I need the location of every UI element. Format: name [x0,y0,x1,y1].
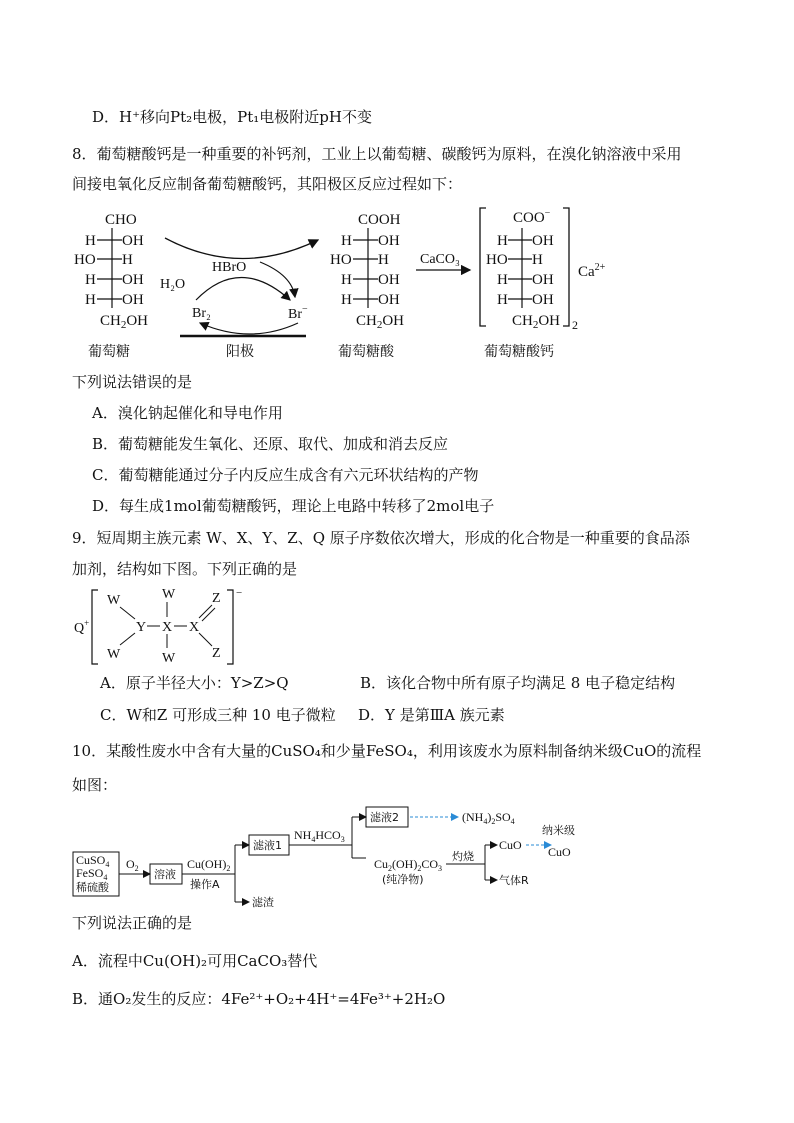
svg-text:CH2OH: $CH_2OH$ [356,313,405,331]
flow-filtrate2: 滤液2 [370,811,399,824]
q8-option-b: B．葡萄糖能发生氧化、还原、取代、加成和消去反应 [92,435,449,453]
svg-text:OH: OH [532,233,554,249]
svg-text:O2: $O_2$ [126,857,139,873]
svg-text:W: W [107,593,121,608]
svg-text:OH: OH [378,272,400,288]
caco3-label: CaCO₃ [420,252,460,267]
q10-option-a: A．流程中Cu(OH)₂可用CaCO₃替代 [72,952,318,970]
q9-option-d: D．Y 是第ⅢA 族元素 [358,706,505,724]
q7-option-d: D．H⁺移向Pt₂电极，Pt₁电极附近pH不变 [92,108,372,126]
svg-text:OH: OH [122,233,144,249]
q8-stem-line2: 间接电氧化反应制备葡萄糖酸钙，其阳极区反应过程如下： [72,175,463,193]
svg-text:H: H [122,252,133,268]
glucose-top: CHO [105,212,137,228]
hbro-label: HBrO [212,260,247,275]
svg-text:HO: HO [74,252,96,268]
q10-prompt: 下列说法正确的是 [72,914,193,932]
flow-start-acid: 稀硫酸 [76,881,109,894]
svg-text:H: H [341,292,352,308]
sub-2: 2 [572,318,578,332]
q8-option-a: A．溴化钠起催化和导电作用 [92,404,283,422]
svg-text:H: H [497,233,508,249]
svg-text:HO: HO [486,252,508,268]
svg-text:H: H [341,233,352,249]
q9-option-b: B．该化合物中所有原子均满足 8 电子稳定结构 [360,674,676,692]
anode-label: 阳极 [226,344,254,360]
q9-stem-line1: 9．短周期主族元素 W、X、Y、Z、Q 原子序数依次增大，形成的化合物是一种重要的食品添 [72,529,690,547]
q10-stem-line1: 10．某酸性废水中含有大量的CuSO₄和少量FeSO₄，利用该废水为原料制备纳米级CuO的流程 [72,742,702,760]
svg-text:HO: HO [330,252,352,268]
svg-text:Cu2(OH)2CO3: $Cu_2(OH)_2CO_3$ [374,857,443,873]
calcium-gluconate-caption: 葡萄糖酸钙 [484,344,554,360]
flow-nano2: CuO [548,845,571,859]
svg-text:NH4HCO3: $NH_4HCO_3$ [294,828,345,844]
q9-option-c: C．W和Z 可形成三种 10 电子微粒 [100,706,336,724]
svg-text:Z: Z [212,591,221,606]
svg-text:X: X [162,620,173,635]
q8-option-c: C．葡萄糖能通过分子内反应生成含有六元环状结构的产物 [92,466,479,484]
svg-text:OH: OH [122,292,144,308]
flow-nano1: 纳米级 [542,824,575,837]
svg-text:W: W [162,651,176,666]
svg-text:OH: OH [122,272,144,288]
svg-text:(NH4)2SO4: $(NH_4)_2SO_4$ [462,810,515,826]
q8-prompt: 下列说法错误的是 [72,373,193,391]
svg-text:−: − [236,587,243,599]
svg-text:OH: OH [532,272,554,288]
flow-gas: 气体R [499,874,529,887]
svg-text:X: X [189,620,200,635]
svg-text:H: H [378,252,389,268]
svg-text:Br−: Br− [288,304,308,322]
svg-text:W: W [162,587,176,602]
svg-text:CH2OH: $CH_2OH$ [512,313,561,331]
glucose-caption: 葡萄糖 [88,344,130,360]
flow-operation: 操作A [190,878,220,891]
svg-text:H: H [532,252,543,268]
q8-stem-line1: 8．葡萄糖酸钙是一种重要的补钙剂，工业上以葡萄糖、碳酸钙为原料，在溴化钠溶液中采用 [72,145,682,163]
svg-text:H: H [85,272,96,288]
flow-cuo: CuO [499,838,522,852]
svg-text:CuSO4: CuSO$_4$ [76,853,110,869]
br2-label: Br₂ [192,306,211,321]
svg-text:OH: OH [532,292,554,308]
svg-text:Ca2+: $Ca^{2+}$ [578,262,606,280]
flow-residue: 滤渣 [252,896,274,909]
flow-pure: (纯净物) [382,873,424,886]
q10-stem-line2: 如图： [72,776,118,794]
h2o-label: H₂O [160,277,186,292]
svg-text:H: H [497,272,508,288]
gluconic-acid-top: COOH [358,212,401,228]
svg-text:W: W [107,647,121,662]
q10-option-b: B．通O₂发生的反应：4Fe²⁺+O₂+4H⁺=4Fe³⁺+2H₂O [72,990,446,1008]
svg-text:H: H [341,272,352,288]
svg-text:H: H [497,292,508,308]
svg-text:H: H [85,292,96,308]
flow-solution: 溶液 [154,868,176,881]
svg-text:COO−: COO− [513,208,551,226]
q9-stem-line2: 加剂，结构如下图。下列正确的是 [72,560,298,578]
svg-text:CH2OH: $CH_2OH$ [100,313,149,331]
svg-text:Z: Z [212,646,221,661]
svg-text:Cu(OH)2: $Cu(OH)_2$ [187,857,231,873]
svg-text:OH: OH [378,292,400,308]
svg-text:Q+: Q+ [74,618,90,636]
svg-text:Y: Y [136,620,147,635]
q8-option-d: D．每生成1mol葡萄糖酸钙，理论上电路中转移了2mol电子 [92,497,495,515]
q9-option-a: A．原子半径大小：Y>Z>Q [100,674,289,692]
flow-calcine: 灼烧 [452,850,474,863]
svg-text:OH: OH [378,233,400,249]
svg-text:H: H [85,233,96,249]
gluconic-acid-caption: 葡萄糖酸 [338,344,394,360]
flow-filtrate1: 滤液1 [253,839,282,852]
svg-text:FeSO4: FeSO$_4$ [76,866,108,882]
